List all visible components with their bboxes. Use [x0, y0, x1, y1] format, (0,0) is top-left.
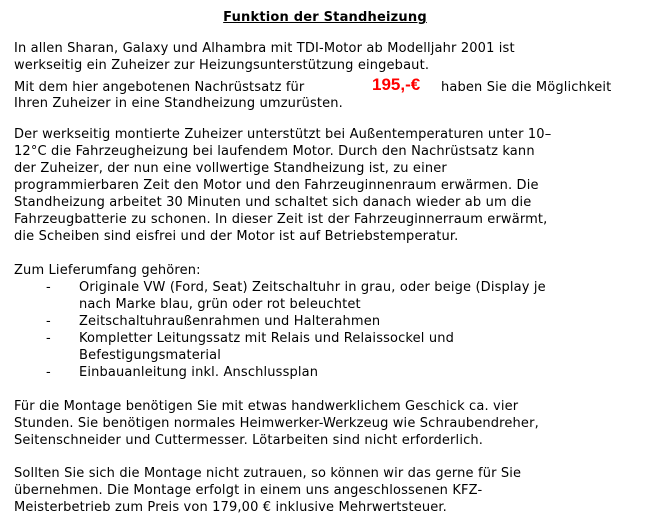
intro-line-4: Ihren Zuheizer in eine Standheizung umzurüsten.: [14, 96, 343, 111]
list-bullet: -: [46, 331, 51, 346]
function-line-5: Standheizung arbeitet 30 Minuten und schaltet sich danach wieder ab um die: [14, 195, 532, 210]
list-item-2: Zeitschaltuhraußenrahmen und Halterahmen: [79, 314, 381, 329]
delivery-heading: Zum Lieferumfang gehören:: [14, 263, 201, 278]
function-line-2: 12°C die Fahrzeugheizung bei laufendem Motor. Durch den Nachrüstsatz kann: [14, 144, 535, 159]
list-item-3-line-2: Befestigungsmaterial: [79, 348, 221, 363]
intro-line-2: werkseitig ein Zuheizer zur Heizungsunterstützung eingebaut.: [14, 58, 430, 73]
list-item-3-line-1: Kompletter Leitungssatz mit Relais und Relaissockel und: [79, 331, 455, 346]
list-item-4: Einbauanleitung inkl. Anschlussplan: [79, 365, 319, 380]
intro-line-3-before-price: Mit dem hier angebotenen Nachrüstsatz für: [14, 80, 305, 95]
list-bullet: -: [46, 314, 51, 329]
function-line-7: die Scheiben sind eisfrei und der Motor ist auf Betriebstemperatur.: [14, 229, 459, 244]
list-bullet: -: [46, 280, 51, 295]
function-line-6: Fahrzeugbatterie zu schonen. In dieser Zeit ist der Fahrzeuginnerraum erwärmt,: [14, 212, 548, 227]
function-line-3: der Zuheizer, der nun eine vollwertige Standheizung ist, zu einer: [14, 161, 447, 176]
function-line-1: Der werkseitig montierte Zuheizer unterstützt bei Außentemperaturen unter 10–: [14, 127, 552, 142]
list-item-1-line-2: nach Marke blau, grün oder rot beleuchtet: [79, 297, 361, 312]
intro-line-3-after-price: haben Sie die Möglichkeit: [441, 80, 612, 95]
mounting-line-3: Seitenschneider und Cuttermesser. Lötarbeiten sind nicht erforderlich.: [14, 433, 484, 448]
list-item-1-line-1: Originale VW (Ford, Seat) Zeitschaltuhr in grau, oder beige (Display je: [79, 280, 546, 295]
service-line-3: Meisterbetrieb zum Preis von 179,00 € inklusive Mehrwertsteuer.: [14, 500, 447, 515]
mounting-line-1: Für die Montage benötigen Sie mit etwas handwerklichem Geschick ca. vier: [14, 399, 519, 414]
price-label: 195,-€: [372, 75, 421, 94]
list-bullet: -: [46, 365, 51, 380]
mounting-line-2: Stunden. Sie benötigen normales Heimwerker-Werkzeug wie Schraubendreher,: [14, 416, 539, 431]
page-title: Funktion der Standheizung: [223, 10, 427, 25]
intro-line-1: In allen Sharan, Galaxy und Alhambra mit TDI-Motor ab Modelljahr 2001 ist: [14, 41, 515, 56]
service-line-2: übernehmen. Die Montage erfolgt in einem uns angeschlossenen KFZ-: [14, 483, 483, 498]
function-line-4: programmierbaren Zeit den Motor und den Fahrzeuginnenraum erwärmen. Die: [14, 178, 539, 193]
service-line-1: Sollten Sie sich die Montage nicht zutrauen, so können wir das gerne für Sie: [14, 466, 522, 481]
